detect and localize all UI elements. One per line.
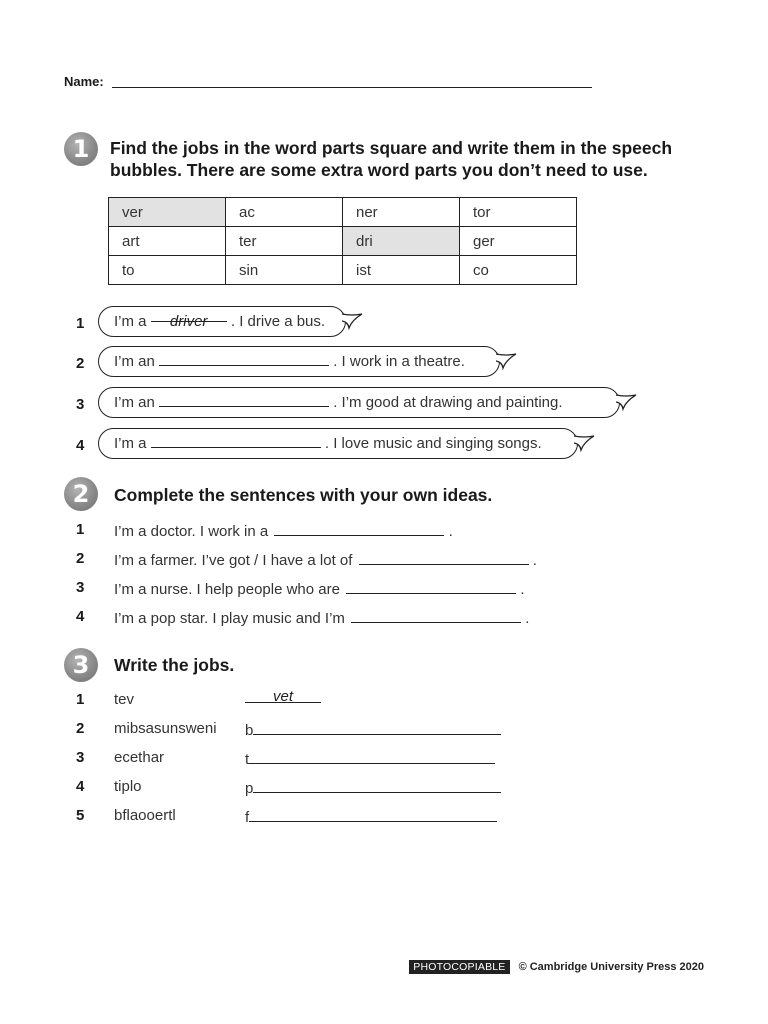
bubble-tail-icon [574, 434, 596, 452]
item-number: 5 [76, 807, 85, 824]
bubble-tail-icon [496, 352, 518, 370]
answer-blank[interactable] [359, 550, 529, 565]
answer-blank[interactable] [249, 807, 497, 822]
name-field[interactable] [112, 87, 592, 88]
item-number: 3 [76, 396, 85, 413]
grid-cell: art [109, 227, 226, 256]
section-1-instruction: Find the jobs in the word parts square and write them in the speech bubbles. There are some extra word parts you don’t need to use. [110, 138, 673, 180]
speech-bubble [98, 306, 346, 337]
bubble-tail-icon [342, 312, 364, 330]
grid-cell: ist [343, 256, 460, 285]
sentence-text: I’m a nurse. I help people who are [114, 581, 340, 598]
bubble-prefix: I’m a [114, 313, 147, 330]
scrambled-word: bflaooertl [114, 807, 176, 824]
speech-bubble [98, 387, 620, 418]
grid-cell: ac [226, 198, 343, 227]
scrambled-word: tev [114, 691, 135, 708]
speech-bubble [98, 346, 500, 377]
grid-cell: tor [460, 198, 577, 227]
answer-blank[interactable] [346, 579, 516, 594]
sentence-line [114, 579, 524, 598]
job-answer-line [245, 749, 495, 768]
speech-bubble [98, 428, 578, 459]
section-1-number: 1 [64, 132, 98, 166]
copyright-text: © Cambridge University Press 2020 [518, 961, 704, 973]
answer-blank[interactable]: driver [151, 307, 227, 322]
item-number: 4 [76, 778, 85, 795]
item-number: 2 [76, 550, 85, 567]
item-number: 3 [76, 749, 85, 766]
answer-blank[interactable] [253, 778, 501, 793]
sentence-end: . [532, 552, 537, 569]
item-number: 3 [76, 579, 85, 596]
first-letter: p [245, 780, 254, 797]
grid-cell: ner [343, 198, 460, 227]
section-2-instruction: Complete the sentences with your own ideas. [114, 485, 493, 505]
item-number: 2 [76, 720, 85, 737]
footer [409, 961, 704, 973]
grid-cell: ter [226, 227, 343, 256]
bubble-suffix: . I love music and singing songs. [324, 435, 542, 452]
item-number: 1 [76, 521, 85, 538]
sentence-text: I’m a farmer. I’ve got / I have a lot of [114, 552, 353, 569]
job-answer-line [245, 778, 501, 797]
item-number: 1 [76, 315, 85, 332]
sentence-line [114, 608, 529, 627]
section-2-number: 2 [64, 477, 98, 511]
answer-blank[interactable] [253, 720, 501, 735]
first-letter: t [245, 751, 250, 768]
sentence-line [114, 521, 453, 540]
scrambled-word: tiplo [114, 778, 142, 795]
bubble-suffix: . I work in a theatre. [333, 353, 465, 370]
word-parts-grid [108, 197, 577, 285]
job-answer-line [245, 688, 321, 705]
bubble-prefix: I’m a [114, 435, 147, 452]
grid-cell: co [460, 256, 577, 285]
job-answer-line [245, 720, 501, 739]
item-number: 2 [76, 355, 85, 372]
grid-cell: ger [460, 227, 577, 256]
grid-cell: dri [343, 227, 460, 256]
job-answer-line [245, 807, 497, 826]
answer-blank[interactable] [151, 433, 321, 448]
answer-blank[interactable] [249, 749, 495, 764]
bubble-suffix: . I drive a bus. [230, 313, 326, 330]
scrambled-word: ecethar [114, 749, 165, 766]
grid-cell: to [109, 256, 226, 285]
bubble-prefix: I’m an [114, 353, 155, 370]
sentence-end: . [525, 610, 530, 627]
answer-blank[interactable] [274, 521, 444, 536]
first-letter: b [245, 722, 254, 739]
bubble-suffix: . I’m good at drawing and painting. [333, 394, 563, 411]
answer-blank[interactable] [159, 392, 329, 407]
first-letter: f [245, 809, 250, 826]
section-3-instruction: Write the jobs. [114, 655, 235, 675]
sentence-line [114, 550, 537, 569]
grid-cell: sin [226, 256, 343, 285]
item-number: 4 [76, 608, 85, 625]
answer-blank[interactable]: vet [245, 688, 321, 703]
name-label: Name: [64, 74, 104, 89]
scrambled-word: mibsasunsweni [114, 720, 217, 737]
sentence-end: . [448, 523, 453, 540]
section-3-number: 3 [64, 648, 98, 682]
grid-cell: ver [109, 198, 226, 227]
item-number: 1 [76, 691, 85, 708]
sentence-text: I’m a pop star. I play music and I’m [114, 610, 345, 627]
sentence-text: I’m a doctor. I work in a [114, 523, 269, 540]
item-number: 4 [76, 437, 85, 454]
bubble-tail-icon [616, 393, 638, 411]
answer-blank[interactable] [159, 351, 329, 366]
photocopiable-badge: PHOTOCOPIABLE [409, 960, 509, 974]
bubble-prefix: I’m an [114, 394, 155, 411]
sentence-end: . [520, 581, 525, 598]
answer-blank[interactable] [351, 608, 521, 623]
